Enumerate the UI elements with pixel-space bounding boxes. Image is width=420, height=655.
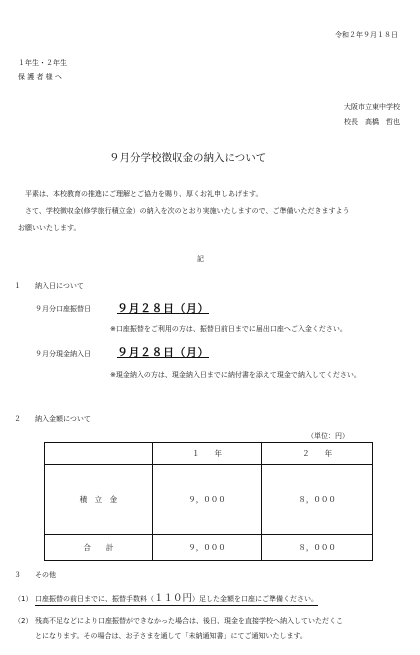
item1-text-c: ）足した金額を口座にご準備ください。 <box>192 595 319 603</box>
issue-date: 令和２年９月１８日 <box>335 31 398 39</box>
table-corner <box>45 443 153 465</box>
section3-heading: ３ その他 <box>14 571 56 579</box>
ki-mark: 記 <box>197 255 204 263</box>
transfer-date: ９月２８日（月） <box>117 302 209 315</box>
cell-value: ８，０００ <box>262 535 373 561</box>
table-row <box>45 535 373 561</box>
section1-heading: １ 納入日について <box>14 282 84 290</box>
intro-line-3: お願いいたします。 <box>18 224 81 232</box>
cash-note: ※現金納入の方は、現金納入日までに納付書を添えて現金で納入してください。 <box>110 371 361 379</box>
principal-name: 校長 高橋 哲也 <box>344 118 400 126</box>
item1-text <box>35 593 318 606</box>
row-label: 積 立 金 <box>45 465 153 535</box>
cash-date-label: ９月分現金納入日 <box>35 350 91 358</box>
item2-line-2: とになります。その場合は、お子さまを通して「未納通知書」にてご通知いたします。 <box>35 632 307 640</box>
col-header-year1: １ 年 <box>152 443 262 465</box>
cell-value: ９，０００ <box>152 465 262 535</box>
cell-value: ８，０００ <box>262 465 373 535</box>
item1-text-a: 口座振替の前日までに、振替手数料（ <box>35 595 154 603</box>
school-name: 大阪市立東中学校 <box>344 103 400 111</box>
recipient-guardians: 保 護 者 様 へ <box>18 73 62 81</box>
item2-number: （2） <box>14 617 33 625</box>
unit-label: （単位：円） <box>307 432 349 440</box>
intro-line-1: 平素は、本校教育の推進にご理解とご協力を賜り、厚くお礼申しあげます。 <box>25 190 263 198</box>
transfer-fee: １１０円 <box>154 593 193 604</box>
recipient-grades: １年生・２年生 <box>18 59 67 67</box>
col-header-year2: ２ 年 <box>262 443 373 465</box>
cash-date: ９月２８日（月） <box>117 346 209 359</box>
item2-line-1: 残高不足などにより口座振替ができなかった場合は、後日、現金を直接学校へ納入していただくこ <box>35 617 343 625</box>
section2-heading: ２ 納入金額について <box>14 415 91 423</box>
cell-value: ９，０００ <box>152 535 262 561</box>
row-label: 合 計 <box>45 535 153 561</box>
table-row <box>45 465 373 535</box>
fee-table <box>44 442 373 561</box>
page-title: ９月分学校徴収金の納入について <box>109 152 267 164</box>
intro-line-2: さて、学校徴収金(修学旅行積立金）の納入を次のとおり実施いたしますので、ご準備いただきますよう <box>25 207 350 215</box>
item1-number: （1） <box>14 595 33 603</box>
transfer-date-label: ９月分口座振替日 <box>35 305 91 313</box>
transfer-note: ※口座振替をご利用の方は、振替日前日までに届出口座へご入金ください。 <box>110 325 347 333</box>
